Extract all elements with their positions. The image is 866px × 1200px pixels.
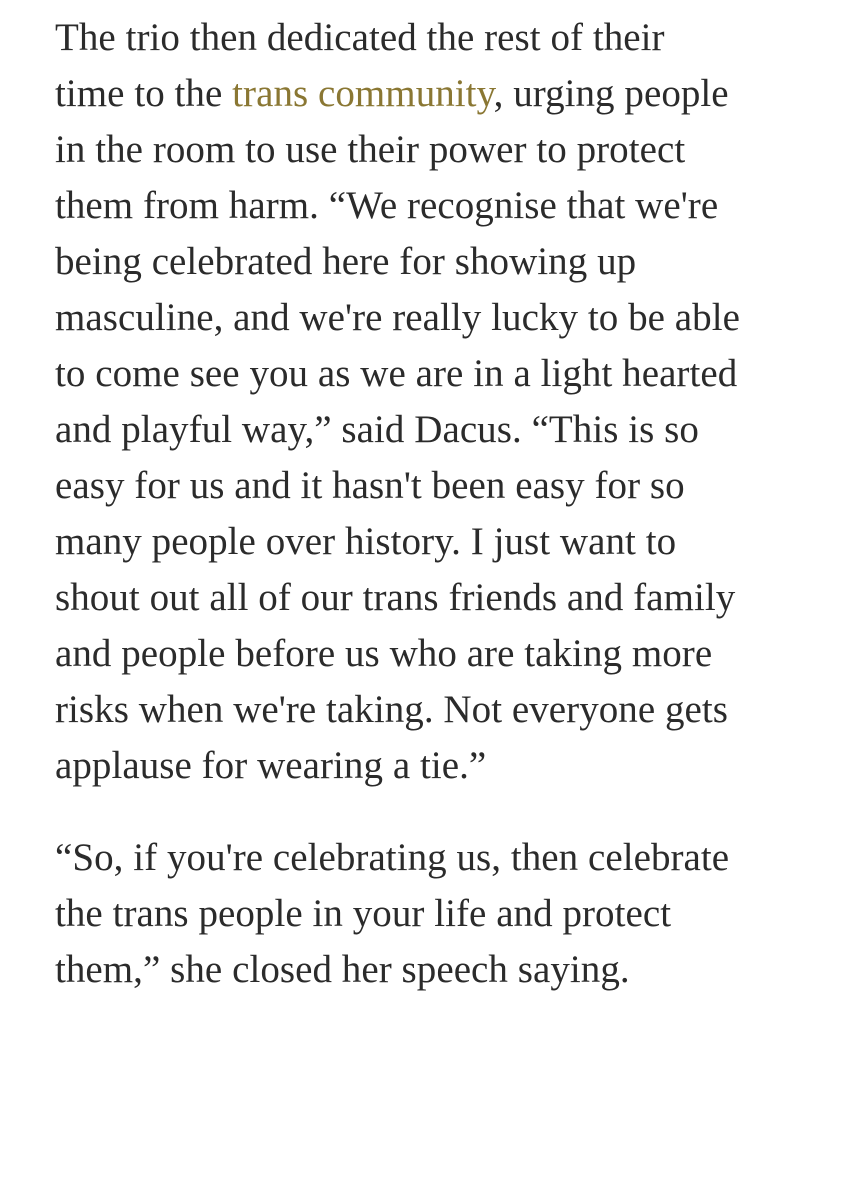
text-line: the trans people in your life and protect bbox=[55, 892, 672, 935]
text-line: in the room to use their power to protect bbox=[55, 128, 686, 171]
text-line: The trio then dedicated the rest of their bbox=[55, 16, 665, 59]
trans-community-link[interactable]: trans community bbox=[232, 72, 494, 115]
text-segment: , urging people bbox=[493, 72, 729, 115]
paragraph-2 bbox=[55, 830, 855, 998]
text-line: many people over history. I just want to bbox=[55, 520, 677, 563]
text-line: being celebrated here for showing up bbox=[55, 240, 637, 283]
text-line: to come see you as we are in a light hearted bbox=[55, 352, 738, 395]
text-line: shout out all of our trans friends and family bbox=[55, 576, 736, 619]
text-segment: time to the bbox=[55, 72, 233, 115]
article-body bbox=[55, 10, 855, 1034]
text-line: them from harm. “We recognise that we're bbox=[55, 184, 719, 227]
text-line: and people before us who are taking more bbox=[55, 632, 713, 675]
text-line: easy for us and it hasn't been easy for so bbox=[55, 464, 685, 507]
text-line: “So, if you're celebrating us, then celebrate bbox=[55, 836, 730, 879]
text-line: risks when we're taking. Not everyone gets bbox=[55, 688, 729, 731]
text-line: masculine, and we're really lucky to be able bbox=[55, 296, 740, 339]
text-line-with-link bbox=[55, 66, 855, 122]
paragraph-1 bbox=[55, 10, 855, 794]
text-line: and playful way,” said Dacus. “This is so bbox=[55, 408, 699, 451]
text-line: them,” she closed her speech saying. bbox=[55, 948, 630, 991]
text-line: applause for wearing a tie.” bbox=[55, 744, 487, 787]
